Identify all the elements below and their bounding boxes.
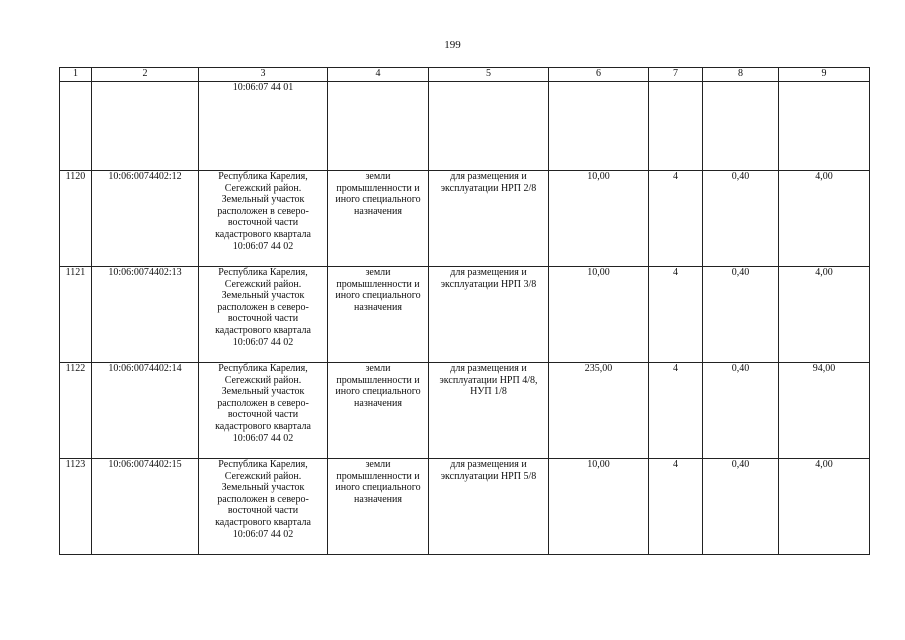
column-8-value: 0,40: [703, 363, 779, 459]
cadastral-number: 10:06:0074402:13: [92, 267, 199, 363]
column-7-value: 4: [649, 459, 703, 555]
table-cell: [549, 82, 649, 171]
land-plot-table: [59, 67, 870, 555]
column-header: 9: [779, 68, 870, 82]
column-9-value: 94,00: [779, 363, 870, 459]
column-9-value: 4,00: [779, 267, 870, 363]
land-category: земли промышленности и иного специального назначения: [328, 459, 429, 555]
area-value: 10,00: [549, 267, 649, 363]
table-cell: [779, 82, 870, 171]
column-header: 1: [60, 68, 92, 82]
permitted-use: для размещения и эксплуатации НРП 2/8: [429, 171, 549, 267]
column-9-value: 4,00: [779, 459, 870, 555]
permitted-use: для размещения и эксплуатации НРП 3/8: [429, 267, 549, 363]
row-number: 1120: [60, 171, 92, 267]
column-7-value: 4: [649, 363, 703, 459]
column-9-value: 4,00: [779, 171, 870, 267]
table-cell: 10:06:07 44 01: [199, 82, 328, 171]
continuation-row: [60, 82, 870, 171]
column-header: 7: [649, 68, 703, 82]
table-row: [60, 267, 870, 363]
location-description: Республика Карелия, Сегежский район. Земельный участок расположен в северо-восточной части кадастрового квартала 10:06:07 44 02: [199, 171, 328, 267]
location-description: Республика Карелия, Сегежский район. Земельный участок расположен в северо-восточной части кадастрового квартала 10:06:07 44 02: [199, 267, 328, 363]
table-row: [60, 459, 870, 555]
table-cell: [429, 82, 549, 171]
column-8-value: 0,40: [703, 267, 779, 363]
page-number: 199: [444, 39, 461, 51]
location-description: Республика Карелия, Сегежский район. Земельный участок расположен в северо-восточной части кадастрового квартала 10:06:07 44 02: [199, 363, 328, 459]
table-row: [60, 363, 870, 459]
table-cell: [92, 82, 199, 171]
permitted-use: для размещения и эксплуатации НРП 5/8: [429, 459, 549, 555]
column-7-value: 4: [649, 267, 703, 363]
area-value: 10,00: [549, 171, 649, 267]
table-cell: [328, 82, 429, 171]
row-number: 1123: [60, 459, 92, 555]
land-category: земли промышленности и иного специального назначения: [328, 363, 429, 459]
area-value: 10,00: [549, 459, 649, 555]
column-header: 8: [703, 68, 779, 82]
column-header: 3: [199, 68, 328, 82]
cadastral-number: 10:06:0074402:12: [92, 171, 199, 267]
land-category: земли промышленности и иного специального назначения: [328, 267, 429, 363]
row-number: 1122: [60, 363, 92, 459]
table-cell: [60, 82, 92, 171]
land-category: земли промышленности и иного специального назначения: [328, 171, 429, 267]
column-8-value: 0,40: [703, 171, 779, 267]
area-value: 235,00: [549, 363, 649, 459]
column-header: 5: [429, 68, 549, 82]
table-cell: [703, 82, 779, 171]
header-row: [60, 68, 870, 82]
permitted-use: для размещения и эксплуатации НРП 4/8, НУП 1/8: [429, 363, 549, 459]
column-header: 4: [328, 68, 429, 82]
cadastral-number: 10:06:0074402:14: [92, 363, 199, 459]
location-description: Республика Карелия, Сегежский район. Земельный участок расположен в северо-восточной части кадастрового квартала 10:06:07 44 02: [199, 459, 328, 555]
table-cell: [649, 82, 703, 171]
column-header: 6: [549, 68, 649, 82]
cadastral-number: 10:06:0074402:15: [92, 459, 199, 555]
row-number: 1121: [60, 267, 92, 363]
column-8-value: 0,40: [703, 459, 779, 555]
column-header: 2: [92, 68, 199, 82]
column-7-value: 4: [649, 171, 703, 267]
table-row: [60, 171, 870, 267]
